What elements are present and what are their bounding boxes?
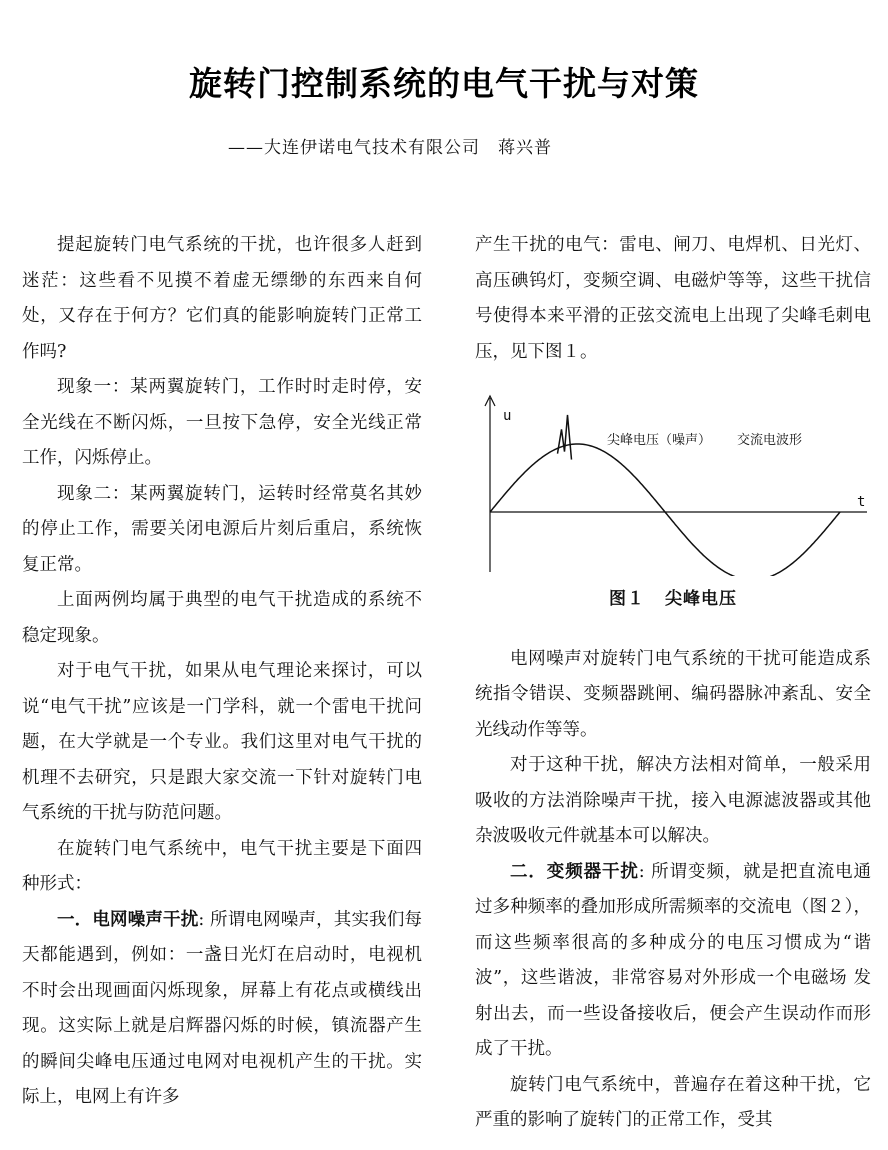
figure-number: 图１ — [609, 589, 645, 609]
figure-1 — [475, 390, 871, 576]
figure-caption — [475, 582, 871, 618]
paragraph: 产生干扰的电气：雷电、闸刀、电焊机、日光灯、高压碘钨灯，变频空调、电磁炉等等，这些干扰信号使得本来平滑的正弦交流电上出现了尖峰毛刺电压，见下图１。 — [475, 235, 871, 362]
spike-noise-line — [558, 415, 572, 460]
paragraph: 提起旋转门电气系统的干扰，也许很多人赶到迷茫：这些看不见摸不着虚无缥缈的东西来自何处，又存在于何方？它们真的能影响旋转门正常工作吗? — [22, 235, 422, 362]
paragraph: 现象二：某两翼旋转门，运转时经常莫名其妙的停止工作，需要关闭电源后片刻后重启，系统恢复正常。 — [22, 483, 422, 575]
section-heading: 二．变频器干扰 — [510, 861, 639, 882]
paragraph: 上面两例均属于典型的电气干扰造成的系统不稳定现象。 — [22, 590, 422, 646]
paragraph: 在旋转门电气系统中，电气干扰主要是下面四种形式： — [22, 838, 422, 894]
y-axis-label: u — [503, 408, 512, 424]
paragraph: 对于电气干扰，如果从电气理论来探讨，可以说“电气干扰”应该是一门学科，就一个雷电干扰问题，在大学就是一个专业。我们这里对电气干扰的机理不去研究，只是跟大家交流一下针对旋转门电气系统的干扰与防范问题。 — [22, 661, 422, 823]
figure-title: 尖峰电压 — [665, 589, 737, 609]
ac-waveform-line — [490, 444, 840, 576]
author-byline: ——大连伊诺电气技术有限公司 蒋兴普 — [228, 138, 552, 158]
section-body: : 所谓变频，就是把直流电通过多种频率的叠加形成所需频率的交流电（图２），而这些频率很高的多种成分的电压习惯成为“谐波”，这些谐波，非常容易对外形成一个电磁场 发射出去，而一些设备接收后，便会产生误动作而形成了干扰。 — [475, 861, 871, 1059]
spike-voltage-chart — [475, 390, 871, 576]
paragraph: 现象一：某两翼旋转门，工作时时走时停，安全光线在不断闪烁，一旦按下急停，安全光线正常工作，闪烁停止。 — [22, 377, 422, 468]
left-column — [22, 228, 422, 1116]
paragraph: 对于这种干扰，解决方法相对简单，一般采用吸收的方法消除噪声干扰，接入电源滤波器或其他杂波吸收元件就基本可以解决。 — [475, 755, 871, 846]
section-heading: 一．电网噪声干扰 — [57, 909, 199, 930]
paragraph: 旋转门电气系统中，普遍存在着这种干扰，它严重的影响了旋转门的正常工作，受其 — [475, 1074, 871, 1130]
right-column — [475, 228, 871, 1139]
page-title: 旋转门控制系统的电气干扰与对策 — [189, 64, 699, 103]
paragraph — [475, 855, 871, 1068]
paragraph: 电网噪声对旋转门电气系统的干扰可能造成系统指令错误、变频器跳闸、编码器脉冲紊乱、安全光线动作等等。 — [475, 648, 871, 740]
x-axis-label: t — [857, 494, 866, 510]
spike-label: 尖峰电压（噪声） — [607, 433, 712, 448]
wave-label: 交流电波形 — [737, 433, 803, 448]
section-body: : 所谓电网噪声，其实我们每天都能遇到，例如：一盏日光灯在启动时，电视机不时会出现画面闪烁现象，屏幕上有花点或横线出现。这实际上就是启辉器闪烁的时候，镇流器产生的瞬间尖峰电压通过电网对电视机产生的干扰。实际上，电网上有许多 — [22, 909, 422, 1107]
paragraph — [22, 903, 422, 1116]
